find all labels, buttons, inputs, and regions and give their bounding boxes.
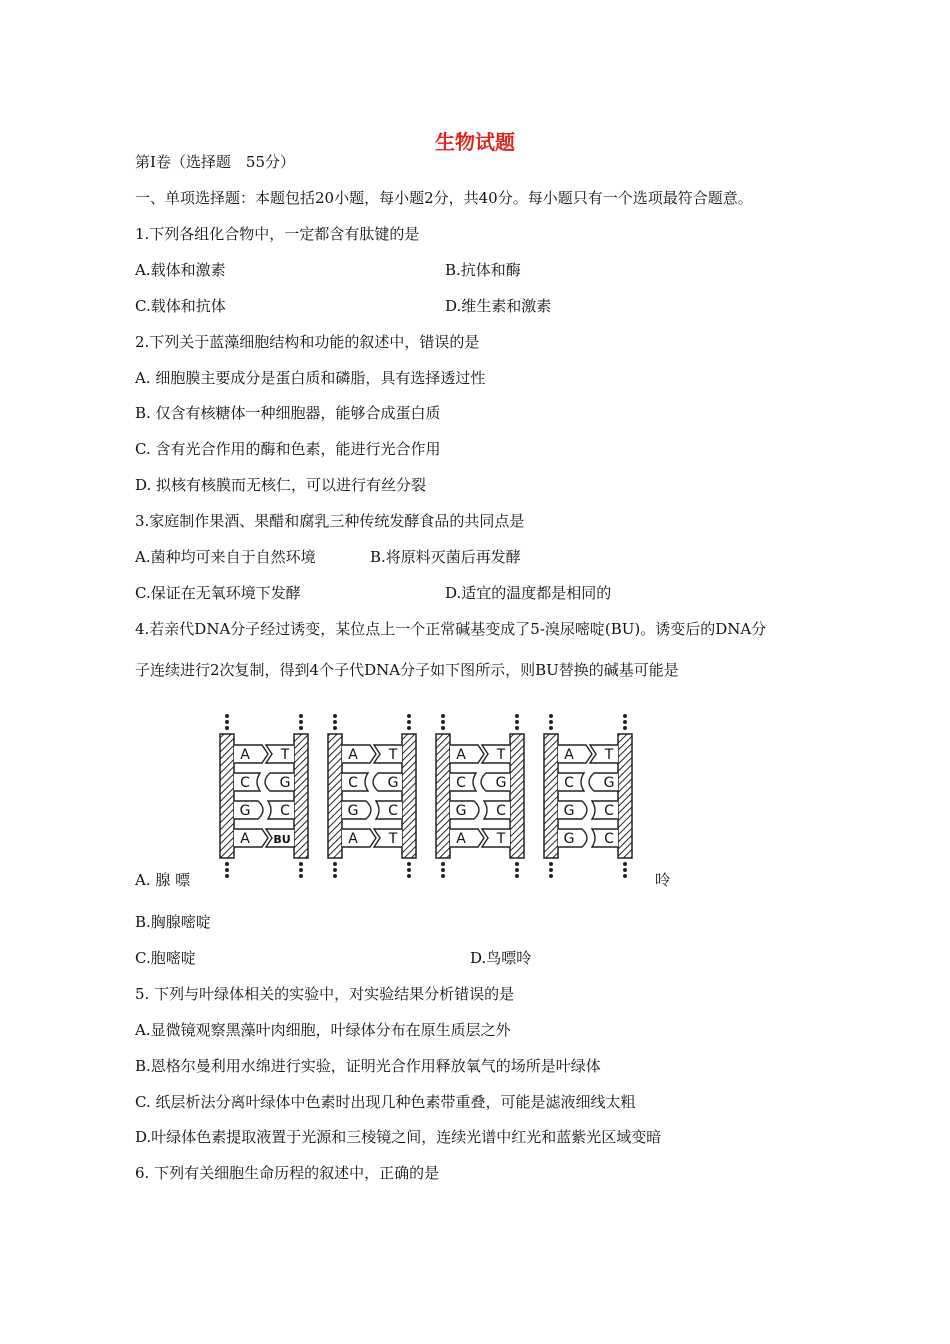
q1-option-d: D.维生素和激素 [445, 297, 552, 315]
base-label-right: C [604, 831, 614, 847]
right-strand-backbone [402, 734, 416, 858]
strand-continuation-dot [407, 714, 411, 718]
base-label-left: A [348, 747, 358, 763]
q3-option-a: A.菌种均可来自于自然环境 [135, 548, 316, 566]
strand-continuation-dot [407, 874, 411, 878]
right-strand-backbone [510, 734, 524, 858]
base-label-left: A [456, 831, 466, 847]
strand-continuation-dot [333, 862, 337, 866]
base-shape [450, 829, 484, 847]
strand-continuation-dot [623, 714, 627, 718]
base-label-left: G [563, 831, 575, 847]
base-label-right: G [495, 775, 507, 791]
base-label-left: A [240, 747, 250, 763]
left-strand-backbone [544, 734, 558, 858]
dna-molecule-2 [328, 714, 416, 878]
base-label-left: A [348, 831, 358, 847]
strand-continuation-dot [225, 868, 229, 872]
q2-option-b: B. 仅含有核糖体一种细胞器，能够合成蛋白质 [135, 404, 441, 422]
q2-stem: 2.下列关于蓝藻细胞结构和功能的叙述中，错误的是 [135, 333, 480, 351]
base-label-right: T [496, 831, 506, 847]
strand-continuation-dot [299, 726, 303, 730]
instruction-text: 一、单项选择题：本题包括20小题，每小题2分，共40分。每小题只有一个选项最符合题意。 [135, 189, 753, 207]
q4-option-c: C.胞嘧啶 [135, 949, 196, 967]
q6-stem: 6. 下列有关细胞生命历程的叙述中，正确的是 [135, 1164, 440, 1182]
base-shape [450, 745, 484, 763]
q4-option-d: D.鸟嘌呤 [470, 949, 532, 967]
strand-continuation-dot [515, 726, 519, 730]
strand-continuation-dot [225, 720, 229, 724]
strand-continuation-dot [299, 868, 303, 872]
base-label-left: G [239, 803, 251, 819]
strand-continuation-dot [549, 862, 553, 866]
base-label-right: C [388, 803, 398, 819]
strand-continuation-dot [333, 868, 337, 872]
strand-continuation-dot [299, 862, 303, 866]
strand-continuation-dot [407, 720, 411, 724]
strand-continuation-dot [441, 874, 445, 878]
base-label-left: C [564, 775, 574, 791]
strand-continuation-dot [333, 714, 337, 718]
q4-stem-line1: 4.若亲代DNA分子经过诱变，某位点上一个正常碱基变成了5-溴尿嘧啶(BU)。诱变后的DNA分 [135, 620, 767, 638]
base-label-left: C [240, 775, 250, 791]
q5-stem: 5. 下列与叶绿体相关的实验中，对实验结果分析错误的是 [135, 985, 515, 1003]
strand-continuation-dot [623, 720, 627, 724]
q2-option-c: C. 含有光合作用的酶和色素，能进行光合作用 [135, 440, 441, 458]
q3-option-c: C.保证在无氧环境下发酵 [135, 584, 301, 602]
strand-continuation-dot [623, 868, 627, 872]
base-label-right: T [604, 747, 614, 763]
base-label-left: G [563, 803, 575, 819]
strand-continuation-dot [623, 726, 627, 730]
strand-continuation-dot [623, 874, 627, 878]
strand-continuation-dot [549, 726, 553, 730]
q4-option-a-right: 呤 [655, 871, 671, 889]
strand-continuation-dot [225, 714, 229, 718]
q5-option-c: C. 纸层析法分离叶绿体中色素时出现几种色素带重叠，可能是滤液细线太粗 [135, 1093, 636, 1111]
page-title: 生物试题 [435, 130, 515, 154]
section-heading: 第Ⅰ卷（选择题 55分） [135, 153, 296, 171]
q4-stem-line2: 子连续进行2次复制，得到4个子代DNA分子如下图所示，则BU替换的碱基可能是 [135, 661, 679, 679]
q1-stem: 1.下列各组化合物中，一定都含有肽键的是 [135, 225, 420, 243]
strand-continuation-dot [549, 720, 553, 724]
left-strand-backbone [328, 734, 342, 858]
strand-continuation-dot [441, 868, 445, 872]
strand-continuation-dot [515, 720, 519, 724]
strand-continuation-dot [225, 726, 229, 730]
q1-option-a: A.载体和激素 [135, 261, 226, 279]
strand-continuation-dot [441, 714, 445, 718]
strand-continuation-dot [299, 874, 303, 878]
base-label-left: G [455, 803, 467, 819]
strand-continuation-dot [441, 862, 445, 866]
left-strand-backbone [436, 734, 450, 858]
q5-option-d: D.叶绿体色素提取液置于光源和三棱镜之间，连续光谱中红光和蓝紫光区域变暗 [135, 1128, 662, 1146]
base-label-right: G [387, 775, 399, 791]
q4-option-b: B.胸腺嘧啶 [135, 913, 211, 931]
base-shape [342, 829, 376, 847]
strand-continuation-dot [441, 720, 445, 724]
base-label-right: T [496, 747, 506, 763]
base-label-right: G [279, 775, 291, 791]
base-label-left: C [456, 775, 466, 791]
dna-molecule-4 [544, 714, 632, 878]
q1-option-b: B.抗体和酶 [445, 261, 521, 279]
q5-option-b: B.恩格尔曼利用水绵进行实验，证明光合作用释放氧气的场所是叶绿体 [135, 1057, 601, 1075]
strand-continuation-dot [407, 868, 411, 872]
base-label-left: A [456, 747, 466, 763]
base-label-right: C [604, 803, 614, 819]
strand-continuation-dot [515, 868, 519, 872]
strand-continuation-dot [333, 720, 337, 724]
q4-option-a-left: A. 腺 嘌 [135, 871, 191, 889]
base-label-right: T [280, 747, 290, 763]
base-label-left: A [240, 831, 250, 847]
strand-continuation-dot [333, 726, 337, 730]
q5-option-a: A.显微镜观察黑藻叶肉细胞，叶绿体分布在原生质层之外 [135, 1021, 511, 1039]
base-label-right: T [388, 831, 398, 847]
strand-continuation-dot [407, 726, 411, 730]
dna-molecule-1 [220, 714, 308, 878]
q3-option-d: D.适宜的温度都是相同的 [445, 584, 612, 602]
strand-continuation-dot [549, 714, 553, 718]
right-strand-backbone [618, 734, 632, 858]
dna-replication-figure [212, 710, 642, 882]
base-label-right: G [603, 775, 615, 791]
left-strand-backbone [220, 734, 234, 858]
strand-continuation-dot [225, 874, 229, 878]
strand-continuation-dot [441, 726, 445, 730]
strand-continuation-dot [225, 862, 229, 866]
q3-stem: 3.家庭制作果酒、果醋和腐乳三种传统发酵食品的共同点是 [135, 512, 525, 530]
strand-continuation-dot [333, 874, 337, 878]
strand-continuation-dot [549, 874, 553, 878]
base-label-left: G [347, 803, 359, 819]
base-label-left: C [348, 775, 358, 791]
q2-option-a: A. 细胞膜主要成分是蛋白质和磷脂，具有选择透过性 [135, 369, 486, 387]
strand-continuation-dot [515, 862, 519, 866]
q2-option-d: D. 拟核有核膜而无核仁，可以进行有丝分裂 [135, 476, 427, 494]
strand-continuation-dot [549, 868, 553, 872]
right-strand-backbone [294, 734, 308, 858]
q3-option-b: B.将原料灭菌后再发酵 [370, 548, 521, 566]
q1-option-c: C.载体和抗体 [135, 297, 226, 315]
strand-continuation-dot [299, 714, 303, 718]
base-label-right: C [496, 803, 506, 819]
strand-continuation-dot [299, 720, 303, 724]
strand-continuation-dot [515, 874, 519, 878]
base-shape [342, 745, 376, 763]
strand-continuation-dot [407, 862, 411, 866]
base-shape [558, 745, 592, 763]
base-shape [234, 829, 268, 847]
base-label-right: BU [273, 833, 291, 846]
base-label-left: A [564, 747, 574, 763]
base-label-right: T [388, 747, 398, 763]
strand-continuation-dot [623, 862, 627, 866]
dna-molecule-3 [436, 714, 524, 878]
base-shape [234, 745, 268, 763]
base-label-right: C [280, 803, 290, 819]
strand-continuation-dot [515, 714, 519, 718]
